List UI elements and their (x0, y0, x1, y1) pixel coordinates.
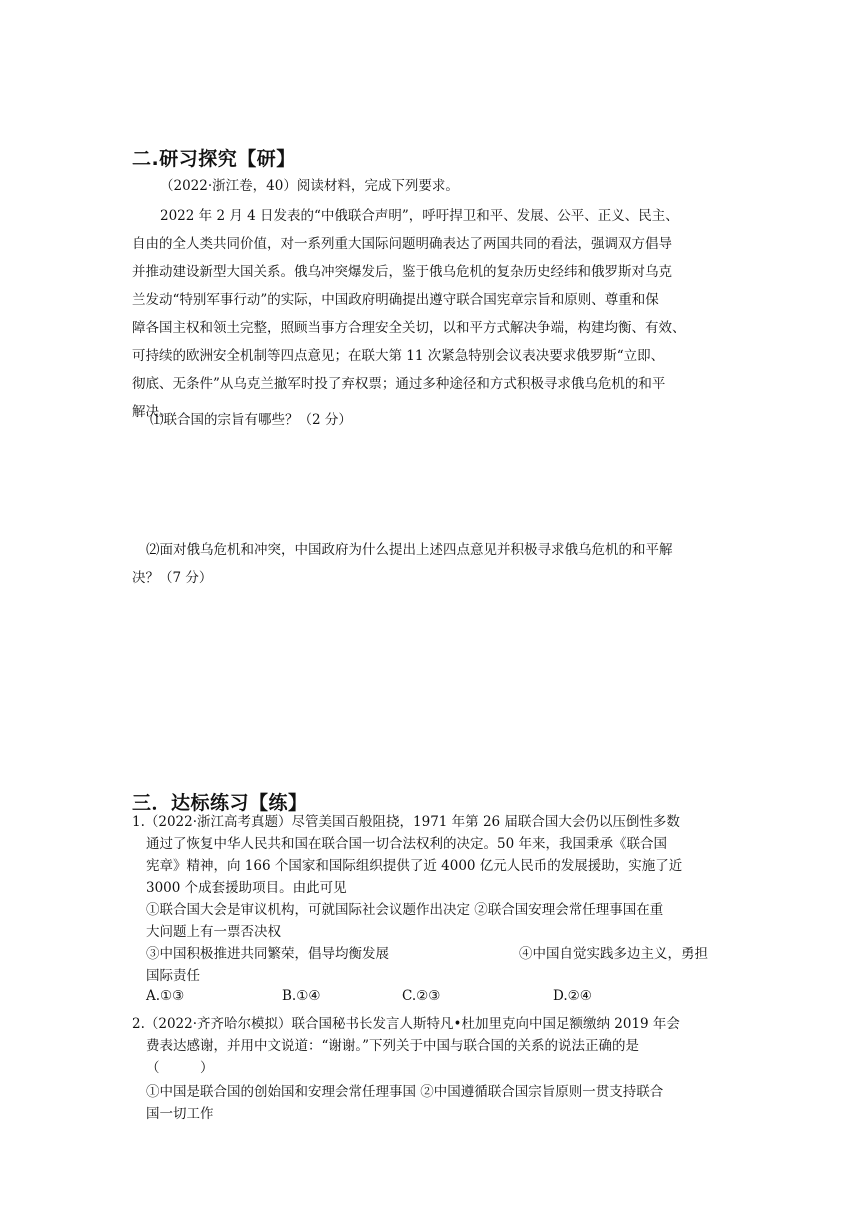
section2-heading: 二.研习探究【研】 (132, 148, 296, 170)
exercise-1-line: 通过了恢复中华人民共和国在联合国一切合法权利的决定。50 年来，我国秉承《联合国 (146, 836, 667, 852)
question-2-line: ⑵面对俄乌危机和冲突，中国政府为什么提出上述四点意见并积极寻求俄乌危机的和平解 (146, 542, 673, 558)
section3-heading: 三．达标练习【练】 (132, 792, 308, 814)
exercise-1-line: 3000 个成套援助项目。由此可见 (146, 880, 347, 896)
exercise-2-line: 国一切工作 (146, 1106, 214, 1122)
section2-source: （2022·浙江卷，40）阅读材料，完成下列要求。 (160, 178, 459, 194)
question-1: ⑴联合国的宗旨有哪些？（2 分） (150, 412, 352, 428)
exercise-1-line: 大问题上有一票否决权 (146, 924, 281, 940)
exercise-2-answer-bracket: （ ） (146, 1060, 214, 1076)
exercise-1-line: ①联合国大会是审议机构，可就国际社会议题作出决定 ②联合国安理会常任理事国在重 (146, 902, 664, 918)
material-line: 障各国主权和领土完整，照顾当事方合理安全关切，以和平方式解决争端，构建均衡、有效、 (132, 320, 686, 336)
exercise-1-options (0, 988, 860, 1010)
exercise-1-item-3: ③中国积极推进共同繁荣，倡导均衡发展 (146, 946, 389, 962)
option-b[interactable]: B.①④ (282, 988, 321, 1004)
material-line: 兰发动“特别军事行动”的实际，中国政府明确提出遵守联合国宪章宗旨和原则、尊重和保 (132, 292, 659, 308)
option-c[interactable]: C.②③ (402, 988, 441, 1004)
material-line: 2022 年 2 月 4 日发表的“中俄联合声明”，呼吁捍卫和平、发展、公平、正义、民主、 (160, 208, 679, 224)
material-line: 解决。 (132, 404, 173, 420)
material-line: 自由的全人类共同价值，对一系列重大国际问题明确表达了两国共同的看法，强调双方倡导 (132, 236, 672, 252)
material-line: 可持续的欧洲安全机制等四点意见；在联大第 11 次紧急特别会议表决要求俄罗斯“立即、 (132, 348, 665, 364)
exercise-2-line: 2.（2022·齐齐哈尔模拟）联合国秘书长发言人斯特凡•杜加里克向中国足额缴纳 2019 年会 (132, 1016, 680, 1032)
question-2-line: 决？（7 分） (132, 570, 213, 586)
option-d[interactable]: D.②④ (553, 988, 592, 1004)
exercise-2-line: 费表达感谢，并用中文说道：“谢谢。”下列关于中国与联合国的关系的说法正确的是 (146, 1038, 640, 1054)
option-a[interactable]: A.①③ (146, 988, 185, 1004)
exercise-1-line: 宪章》精神，向 166 个国家和国际组织提供了近 4000 亿元人民币的发展援助，实施了近 (146, 858, 683, 874)
material-line: 彻底、无条件”从乌克兰撤军时投了弃权票；通过多种途径和方式积极寻求俄乌危机的和平 (132, 376, 666, 392)
exercise-1-line: 1.（2022·浙江高考真题）尽管美国百般阻挠，1971 年第 26 届联合国大会仍以压倒性多数 (132, 814, 680, 830)
exercise-2-line: ①中国是联合国的创始国和安理会常任理事国 ②中国遵循联合国宗旨原则一贯支持联合 (146, 1084, 664, 1100)
exercise-1-item-4: ④中国自觉实践多边主义，勇担 (519, 946, 708, 962)
material-line: 并推动建设新型大国关系。俄乌冲突爆发后，鉴于俄乌危机的复杂历史经纬和俄罗斯对乌克 (132, 264, 672, 280)
exercise-1-item-4-cont: 国际责任 (146, 968, 200, 984)
